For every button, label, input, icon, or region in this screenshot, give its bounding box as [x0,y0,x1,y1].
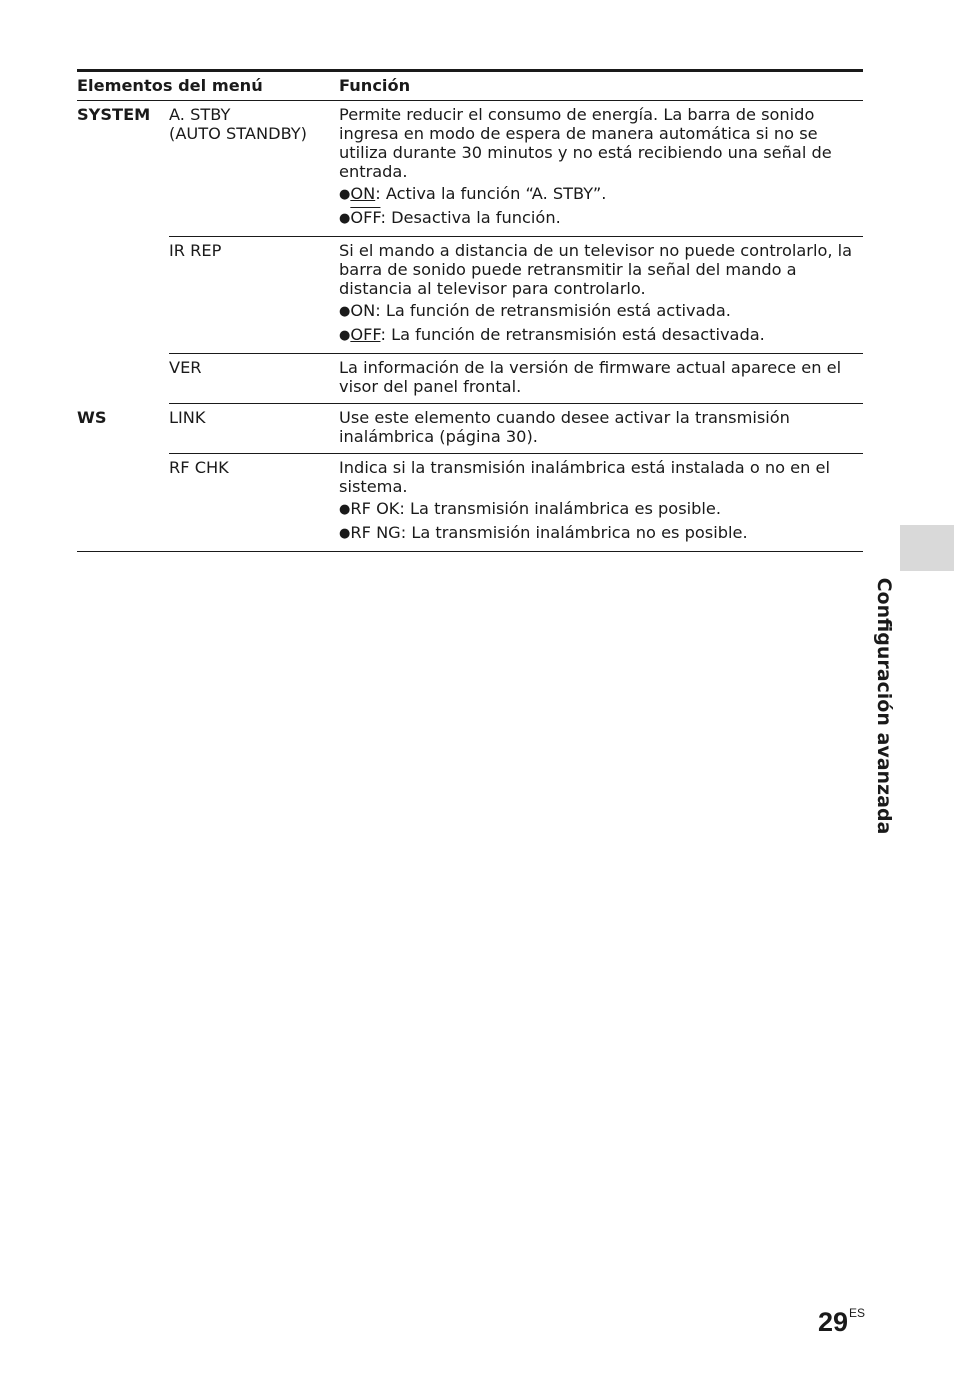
option-key: RF NG [350,523,401,542]
option-text: : Desactiva la función. [380,208,561,227]
option-key: OFF [350,325,381,344]
option-bullet: ●ON: Activa la función “A. STBY”. [339,184,607,203]
function-cell [339,354,863,404]
option-text: : Activa la función “A. STBY”. [375,184,607,203]
option-bullet: $●\overline{OFF}$: Desactiva la función. [339,208,561,227]
option-key: ON [350,184,376,203]
group-system-label: SYSTEM [77,105,151,124]
option-text: : La transmisión inalámbrica no es posible. [400,523,748,542]
option-text: : La función de retransmisión está activada. [375,301,731,320]
option-key: $\overline{OFF}$ [350,208,381,227]
table-row [77,101,863,237]
function-description: Permite reducir el consumo de energía. La barra de sonido ingresa en modo de espera de manera automática si no se utiliza durante 30 minutos y no está recibiendo una señal de entrada. [339,105,832,181]
function-description: Si el mando a distancia de un televisor no puede controlarlo, la barra de sonido puede retransmitir la señal del mando a distancia al televisor para controlarlo. [339,241,853,298]
option-bullet: ●OFF: La función de retransmisión está desactivada. [339,325,765,344]
function-cell [339,404,863,454]
option-bullet: ●RF NG: La transmisión inalámbrica no es posible. [339,523,748,542]
table-row [77,454,863,552]
section-side-tab [900,525,954,571]
menu-settings-table [77,69,863,552]
table-row [77,404,863,454]
option-key: ON [350,301,376,320]
table-row [77,354,863,404]
menu-item-ver: VER [169,354,339,404]
function-description: Indica si la transmisión inalámbrica está instalada o no en el sistema. [339,458,830,496]
function-cell [339,454,863,552]
table-header-row [77,71,863,101]
menu-item-link: LINK [169,404,339,454]
header-menu-items: Elementos del menú [77,71,339,101]
group-ws-label: WS [77,404,169,552]
header-function: Función [339,71,863,101]
function-cell [339,101,863,237]
section-side-label: Configuración avanzada [873,577,895,835]
page-number-value: 29 [818,1307,849,1337]
option-text: : La función de retransmisión está desactivada. [380,325,765,344]
menu-item-a-stby: A. STBY (AUTO STANDBY) [169,101,339,237]
page-number [818,1306,865,1338]
function-cell [339,237,863,354]
option-key: RF OK [350,499,400,518]
function-description: La información de la versión de firmware actual aparece en el visor del panel frontal. [339,358,842,396]
page-language-suffix: ES [849,1306,866,1320]
option-bullet: ●RF OK: La transmisión inalámbrica es posible. [339,499,722,518]
option-bullet: ●ON: La función de retransmisión está activada. [339,301,731,320]
menu-item-rf-chk: RF CHK [169,454,339,552]
table-row [77,237,863,354]
option-text: : La transmisión inalámbrica es posible. [399,499,722,518]
function-description: Use este elemento cuando desee activar la transmisión inalámbrica (página 30). [339,408,790,446]
menu-item-ir-rep: IR REP [169,237,339,354]
